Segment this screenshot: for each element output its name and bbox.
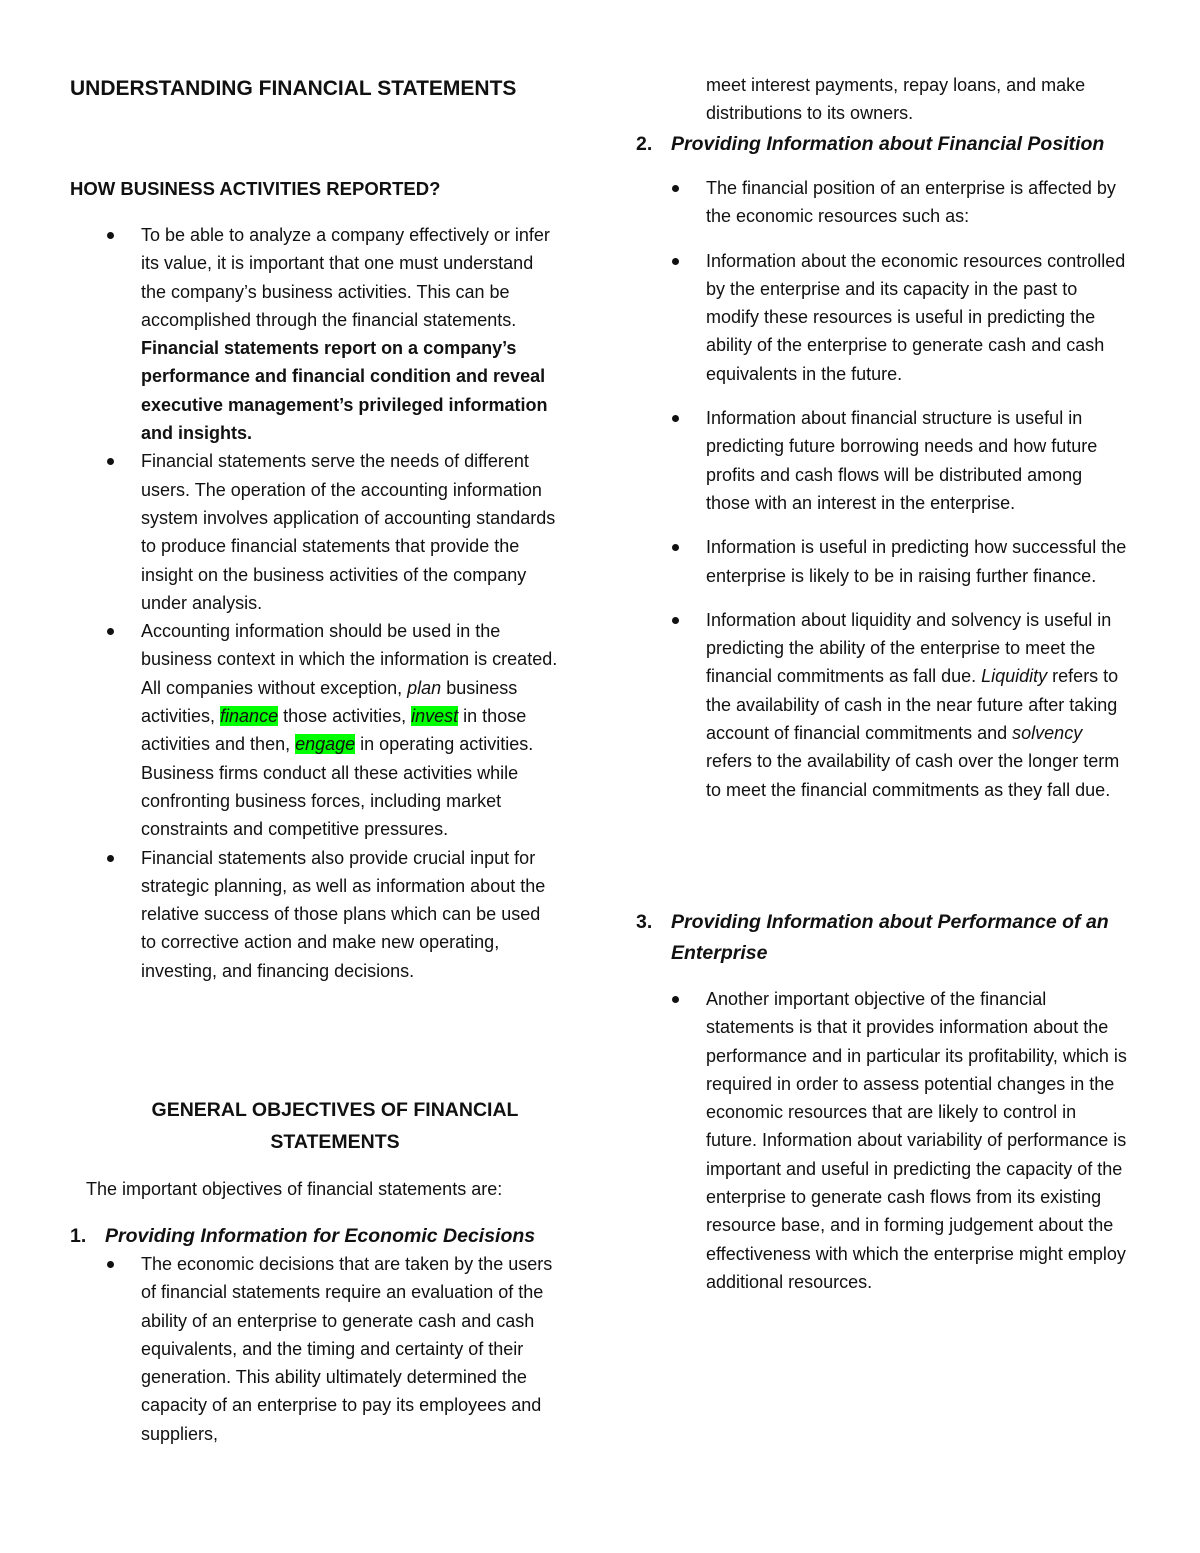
document-title: UNDERSTANDING FINANCIAL STATEMENTS xyxy=(70,77,517,100)
emphasis-solvency: solvency xyxy=(1012,723,1083,744)
objective-title: Providing Information about Performance of an Enterprise xyxy=(671,911,1109,964)
bullet-text: Another important objective of the financial statements is that it provides information about the performance and in particular its profitability, which is required in order to assess potential changes in the economic resources that are likely to control in future. Information about variability of performance is important and useful in predicting the capacity of the enterprise to generate cash flows from its existing resource base, and in forming judgement about the effectiveness with which the enterprise might employ additional resources. xyxy=(706,989,1127,1292)
objective-number: 1. xyxy=(70,1225,87,1247)
heading-line: GENERAL OBJECTIVES OF FINANCIAL xyxy=(151,1099,519,1121)
objective-1-continuation: meet interest payments, repay loans, and make distributions to its owners. xyxy=(706,75,1086,124)
bullet-text: Financial statements also provide crucial input for strategic planning, as well as information about the relative success of those plans which can be used to corrective action and make new operating, investing, and financing decisions. xyxy=(141,847,546,981)
bullet-text: Information about the economic resources controlled by the enterprise and its capacity in the past to modify these resources is useful in predicting the ability of the enterprise to generate cash and cash equivalents in the future. xyxy=(706,250,1126,384)
objective-number: 3. xyxy=(636,911,653,933)
how-business-activities-heading: HOW BUSINESS ACTIVITIES REPORTED? xyxy=(70,178,441,199)
bullet-text: Information is useful in predicting how successful the enterprise is likely to be in raising further finance. xyxy=(706,537,1127,586)
bullet-text: The financial position of an enterprise is affected by the economic resources such as: xyxy=(706,178,1116,227)
objective-3-list xyxy=(636,985,1131,1312)
list-item xyxy=(636,174,1131,231)
highlight-invest: invest xyxy=(411,706,459,727)
objective-title: Providing Information for Economic Decisions xyxy=(105,1225,536,1247)
bullet-text: in operating activities. Business firms conduct all these activities while confronting business forces, including market constraints and competitive pressures. xyxy=(141,734,534,840)
general-objectives-heading xyxy=(70,1094,600,1158)
bullet-bold-text: Financial statements report on a company’s performance and financial condition and reveal executive management’s privileged information and insights. xyxy=(141,338,548,444)
objective-title: Providing Information about Financial Position xyxy=(671,133,1105,155)
list-item xyxy=(70,447,560,617)
list-item xyxy=(636,404,1131,517)
objective-2-list xyxy=(636,174,1131,820)
highlight-finance: finance xyxy=(220,706,279,727)
objective-number: 2. xyxy=(636,133,653,155)
emphasis-plan: plan xyxy=(407,677,442,698)
bullet-text: Information about financial structure is useful in predicting future borrowing needs and how future profits and cash flows will be distributed among those with an interest in the enterprise. xyxy=(706,408,1098,513)
bullet-text: Accounting information should be used in the business context in which the information is created. All companies without exception, xyxy=(141,621,558,698)
objectives-intro: The important objectives of financial statements are: xyxy=(86,1179,503,1199)
objective-1-list xyxy=(70,1250,558,1448)
bullet-text: refers to the availability of cash in the near future after taking account of financial commitments and xyxy=(706,666,1119,744)
how-business-activities-list xyxy=(70,221,560,985)
bullet-text: Information about liquidity and solvency is useful in predicting the ability of the enterprise to meet the financial commitments as fall due. xyxy=(706,609,1112,687)
heading-line: STATEMENTS xyxy=(270,1131,400,1153)
objective-2-heading xyxy=(636,129,1136,160)
bullet-text: in those activities and then, xyxy=(141,706,527,755)
bullet-text: The economic decisions that are taken by the users of financial statements require an evaluation of the ability of an enterprise to generate cash and cash equivalents, and the timing and certainty of their generation. This ability ultimately determined the capacity of an enterprise to pay its employees and suppliers, xyxy=(141,1254,553,1444)
bullet-text: refers to the availability of cash over the longer term to meet the financial commitments as they fall due. xyxy=(706,751,1120,800)
list-item xyxy=(70,844,560,985)
list-item xyxy=(636,985,1131,1296)
list-item xyxy=(70,617,560,843)
list-item xyxy=(636,606,1131,804)
bullet-text: To be able to analyze a company effectively or infer its value, it is important that one must understand the company’s business activities. This can be accomplished through the financial statements. xyxy=(141,225,550,330)
list-item xyxy=(636,247,1131,388)
bullet-text: those activities, xyxy=(278,706,412,727)
objective-3-heading xyxy=(636,907,1136,969)
bullet-text: Financial statements serve the needs of different users. The operation of the accounting information system involves application of accounting standards to produce financial statements that provide the insight on the business activities of the company under analysis. xyxy=(141,451,556,613)
highlight-engage: engage xyxy=(295,734,356,755)
bullet-text: business activities, xyxy=(141,677,518,727)
list-item xyxy=(636,533,1131,590)
objective-1-heading xyxy=(70,1221,590,1252)
list-item xyxy=(70,221,560,447)
emphasis-liquidity: Liquidity xyxy=(981,666,1048,687)
list-item xyxy=(70,1250,558,1448)
